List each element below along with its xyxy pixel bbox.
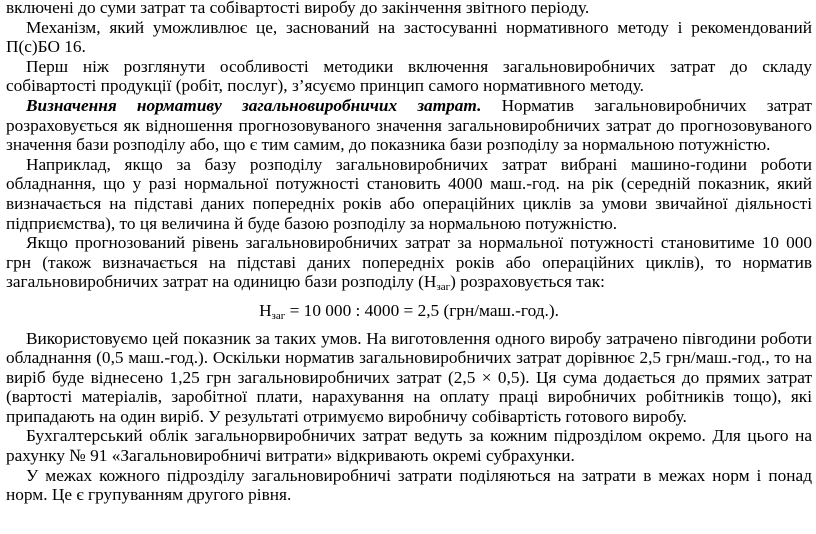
paragraph-grouping: У межах кожного підрозділу загальновиробничі затрати поділяються на затрати в межах норм і понад норм. Це є групуванням другого рівня. <box>6 465 812 505</box>
paragraph-continuation: включені до суми затрат та собівартості виробу до закінчення звітного періоду. <box>6 0 590 17</box>
forecast-text: Якщо прогнозований рівень загальновиробничих затрат за нормальної потужності становитиме 10 000 грн (також визначається на підставі даних попередніх років або операційних циклів), то норматив загальновиробничих затрат на одиницю бази розподілу (Н <box>6 233 812 292</box>
formula <box>6 301 812 321</box>
forecast-tail: ) розраховується так: <box>450 272 605 292</box>
formula-symbol: Н <box>259 300 272 320</box>
paragraph-norm-definition <box>6 96 812 155</box>
formula-expression: = 10 000 : 4000 = 2,5 (грн/маш.-год.). <box>285 300 559 320</box>
paragraph-accounting: Бухгалтерський облік загальнорвиробничих затрат ведуть за кожним підрозділом окремо. Для цього на рахунку № 91 «Загальновиробничі витрати» відкривають окремі субрахунки. <box>6 426 812 466</box>
definition-text: Норматив загальновиробничих затрат розраховується як відношення прогнозовуваного значення загальновиробничих затрат до прогнозовуваного значення бази розподілу або, що є тим самим, до показника бази розподілу за нормальною потужністю. <box>6 95 812 155</box>
paragraph-usage: Використовуємо цей показник за таких умов. На виготовлення одного виробу затрачено півгодини роботи обладнання (0,5 маш.-год.). Оскільки норматив загальновиробничих затрат дорівнює 2,5 грн/маш.-год., то на виріб буде віднесено 1,25 грн загальновиробничих затрат (2,5 × 0,5). Ця сума додається до прямих затрат (вартості матеріалів, заробітної плати, нарахування на оплату праці виробничих робітників тощо), які припадають на один виріб. У результаті отримуємо виробничу собівартість готового виробу. <box>6 328 812 426</box>
paragraph-forecast <box>6 233 812 292</box>
paragraph-principle: Перш ніж розглянути особливості методики включення загальновиробничих затрат до складу собівартості продукції (робіт, послуг), з’ясуємо принцип самого нормативного методу. <box>6 56 812 96</box>
document-page <box>6 0 812 505</box>
paragraph-example: Наприклад, якщо за базу розподілу загальновиробничих затрат вибрані машино-години роботи обладнання, що у разі нормальної потужності становить 4000 маш.-год. на рік (середній показник, який визначається на підставі даних попередніх років або операційних циклів за умови звичайної діяльності підприємства), то ця величина й буде базою розподілу за нормальною потужністю. <box>6 154 812 233</box>
paragraph-mechanism: Механізм, який уможливлює це, заснований на застосуванні нормативного методу і рекомендований П(с)БО 16. <box>6 17 812 57</box>
formula-subscript: заг <box>271 309 286 322</box>
section-heading: Визначення нормативу загальновиробничих затрат. <box>26 95 482 115</box>
norm-subscript: заг <box>436 281 451 294</box>
